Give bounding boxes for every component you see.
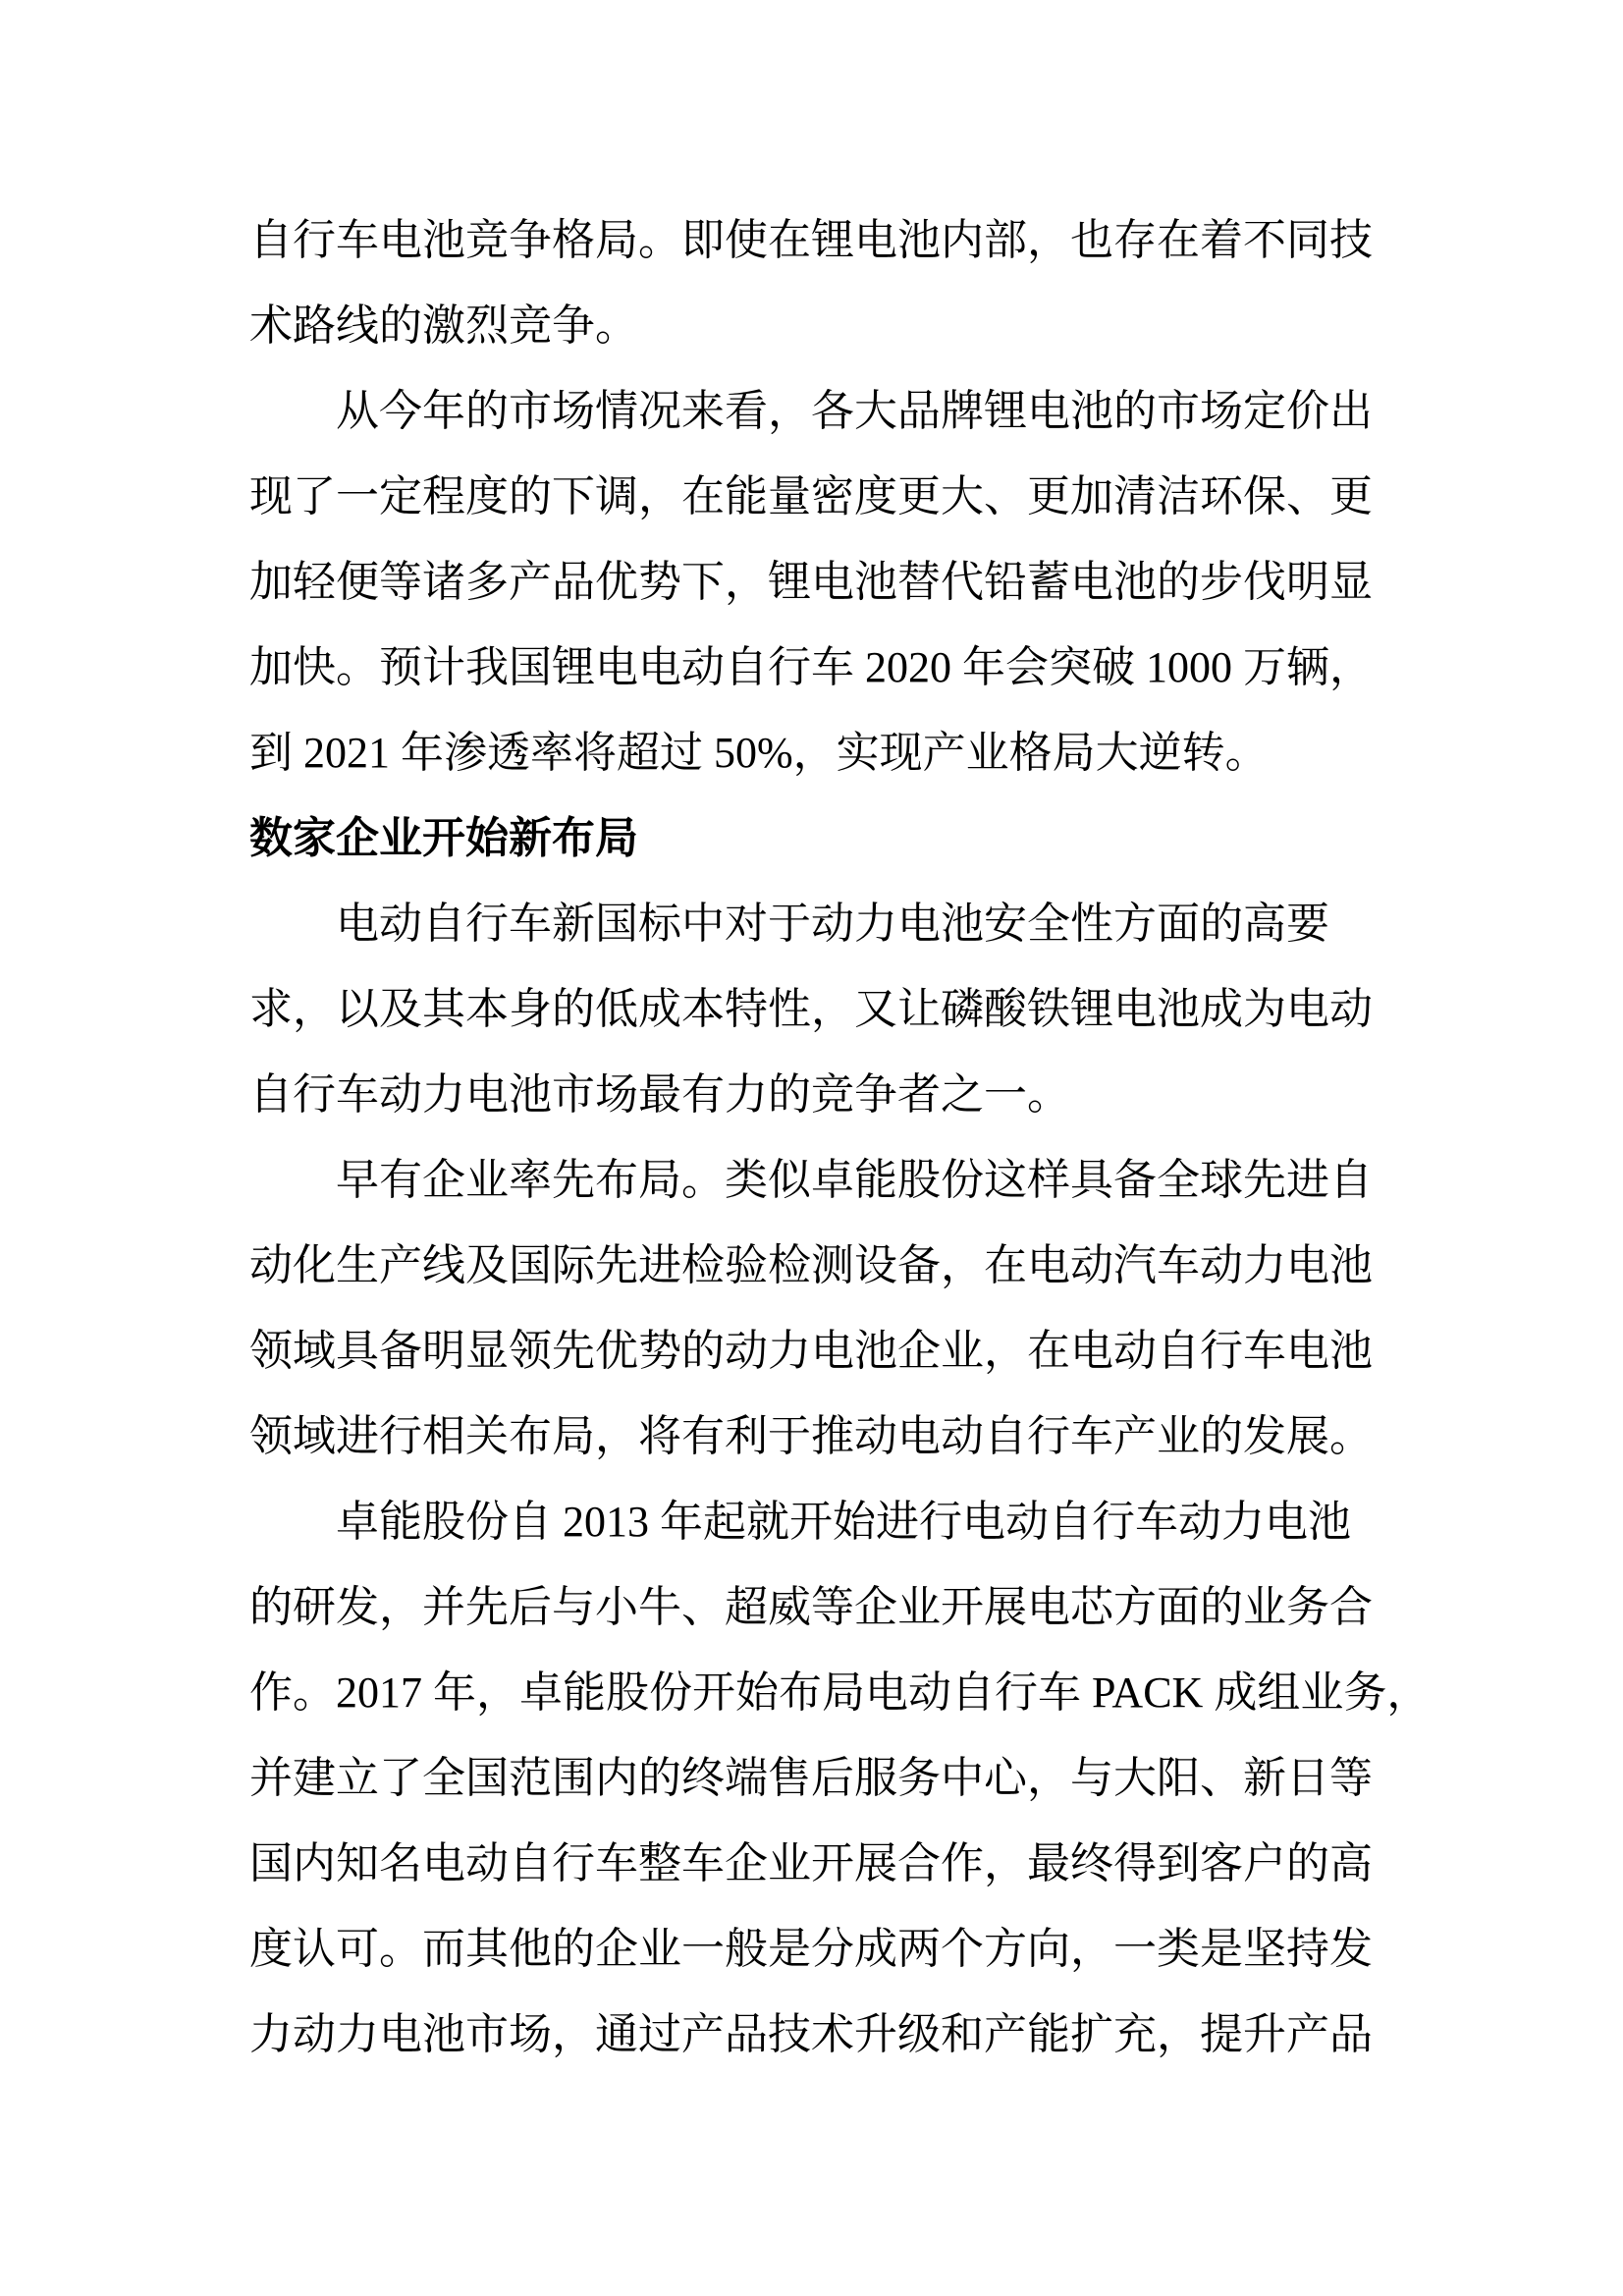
text-line: 早有企业率先布局。类似卓能股份这样具备全球先进自 <box>336 1156 1373 1204</box>
section-heading: 数家企业开始新布局 <box>249 814 638 862</box>
text-line: 自行车动力电池市场最有力的竞争者之一。 <box>249 1070 1070 1119</box>
text-line: 的研发，并先后与小牛、超威等企业开展电芯方面的业务合 <box>249 1583 1373 1631</box>
text-line: 卓能股份自 2013 年起就开始进行电动自行车动力电池 <box>336 1498 1351 1546</box>
text-line: 求，以及其本身的低成本特性，又让磷酸铁锂电池成为电动 <box>249 985 1373 1033</box>
text-line: 动化生产线及国际先进检验检测设备，在电动汽车动力电池 <box>249 1241 1373 1289</box>
text-line: 度认可。而其他的企业一般是分成两个方向，一类是坚持发 <box>249 1925 1373 1973</box>
text-line: 到 2021 年渗透率将超过 50%，实现产业格局大逆转。 <box>249 729 1269 777</box>
text-line: 自行车电池竞争格局。即使在锂电池内部，也存在着不同技 <box>249 216 1373 264</box>
text-block <box>249 197 1431 2077</box>
text-line: 并建立了全国范围内的终端售后服务中心，与大阳、新日等 <box>249 1754 1373 1802</box>
text-line: 领域进行相关布局，将有利于推动电动自行车产业的发展。 <box>249 1412 1373 1460</box>
text-line: 加轻便等诸多产品优势下，锂电池替代铅蓄电池的步伐明显 <box>249 558 1373 606</box>
text-line: 国内知名电动自行车整车企业开展合作，最终得到客户的高 <box>249 1839 1373 1887</box>
text-line: 从今年的市场情况来看，各大品牌锂电池的市场定价出 <box>336 387 1373 435</box>
text-line: 力动力电池市场，通过产品技术升级和产能扩充，提升产品 <box>249 2010 1373 2058</box>
text-line: 术路线的激烈竞争。 <box>249 301 638 350</box>
text-line: 作。2017 年，卓能股份开始布局电动自行车 PACK 成组业务， <box>249 1668 1431 1717</box>
text-line: 领域具备明显领先优势的动力电池企业，在电动自行车电池 <box>249 1327 1373 1375</box>
text-line: 现了一定程度的下调，在能量密度更大、更加清洁环保、更 <box>249 472 1373 520</box>
text-line: 加快。预计我国锂电电动自行车 2020 年会突破 1000 万辆， <box>249 643 1373 691</box>
text-line: 电动自行车新国标中对于动力电池安全性方面的高要 <box>336 900 1329 948</box>
